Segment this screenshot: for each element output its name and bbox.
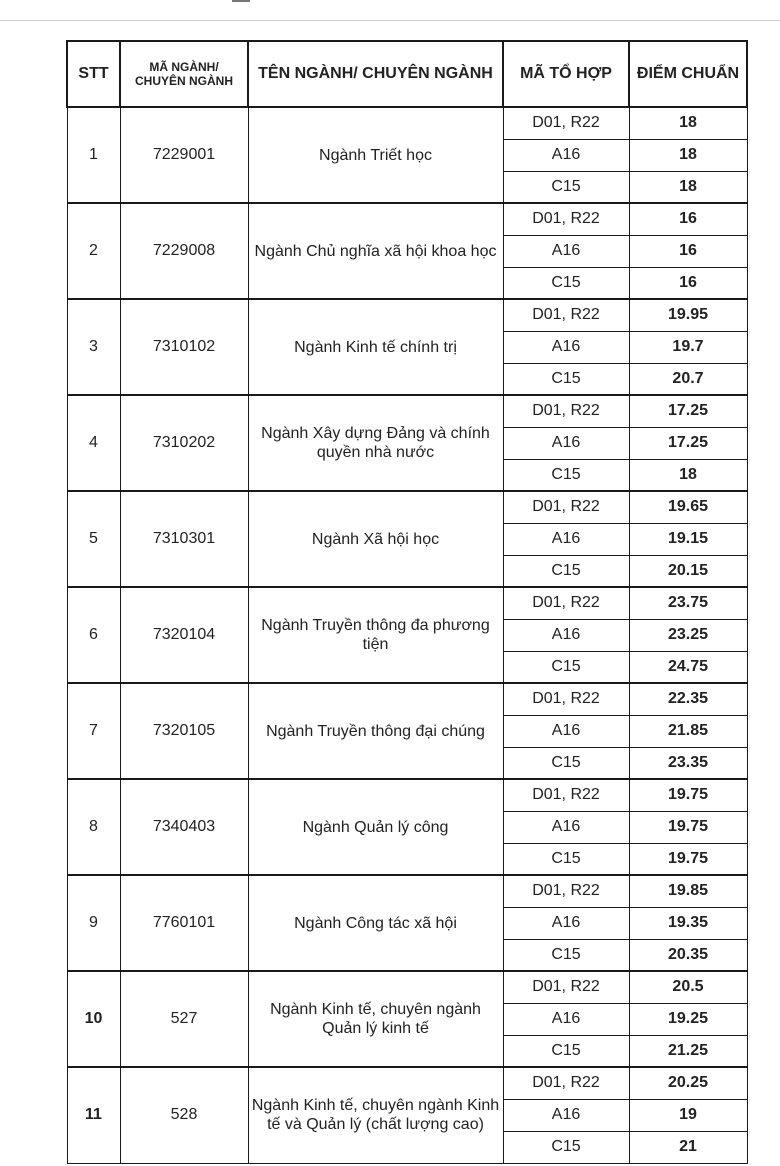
cell-stt: 10 — [67, 971, 120, 1067]
table-row — [67, 587, 747, 619]
cell-score: 17.25 — [629, 427, 747, 459]
cell-combo: C15 — [503, 843, 629, 875]
admission-scores-table — [66, 40, 748, 1164]
cell-combo: D01, R22 — [503, 491, 629, 523]
header-score: ĐIỂM CHUẨN — [629, 41, 747, 107]
cell-score: 19 — [629, 1099, 747, 1131]
cell-major-code: 7340403 — [120, 779, 248, 875]
cell-combo: C15 — [503, 459, 629, 491]
cell-combo: A16 — [503, 331, 629, 363]
cell-combo: D01, R22 — [503, 683, 629, 715]
cell-major-code: 7229001 — [120, 107, 248, 203]
cell-combo: A16 — [503, 811, 629, 843]
cell-stt: 6 — [67, 587, 120, 683]
cell-combo: C15 — [503, 363, 629, 395]
cell-score: 19.35 — [629, 907, 747, 939]
table-row — [67, 395, 747, 427]
cell-major-code: 7320105 — [120, 683, 248, 779]
cell-major-code: 7310202 — [120, 395, 248, 491]
cell-combo: A16 — [503, 427, 629, 459]
cell-combo: D01, R22 — [503, 203, 629, 235]
cell-combo: D01, R22 — [503, 587, 629, 619]
table-body — [67, 107, 747, 1163]
header-code: MÃ NGÀNH/ CHUYÊN NGÀNH — [120, 41, 248, 107]
cell-score: 22.35 — [629, 683, 747, 715]
cell-stt: 11 — [67, 1067, 120, 1163]
cell-combo: C15 — [503, 939, 629, 971]
cell-combo: C15 — [503, 1035, 629, 1067]
cell-major-name: Ngành Truyền thông đại chúng — [248, 683, 503, 779]
header-combo: MÃ TỔ HỢP — [503, 41, 629, 107]
cell-score: 19.7 — [629, 331, 747, 363]
table-row — [67, 1067, 747, 1099]
cell-major-name: Ngành Quản lý công — [248, 779, 503, 875]
cell-combo: D01, R22 — [503, 779, 629, 811]
cell-major-name: Ngành Xây dựng Đảng và chính quyền nhà nước — [248, 395, 503, 491]
cell-score: 18 — [629, 171, 747, 203]
cell-combo: A16 — [503, 139, 629, 171]
cell-major-code: 7320104 — [120, 587, 248, 683]
cell-score: 16 — [629, 267, 747, 299]
cell-stt: 9 — [67, 875, 120, 971]
cell-score: 21 — [629, 1131, 747, 1163]
cell-score: 16 — [629, 235, 747, 267]
cell-combo: D01, R22 — [503, 299, 629, 331]
cell-combo: A16 — [503, 619, 629, 651]
cell-major-code: 7760101 — [120, 875, 248, 971]
cell-major-code: 7229008 — [120, 203, 248, 299]
cell-score: 20.7 — [629, 363, 747, 395]
cell-major-name: Ngành Triết học — [248, 107, 503, 203]
cell-score: 20.35 — [629, 939, 747, 971]
cell-major-name: Ngành Chủ nghĩa xã hội khoa học — [248, 203, 503, 299]
cell-score: 23.35 — [629, 747, 747, 779]
cell-combo: A16 — [503, 235, 629, 267]
cell-score: 18 — [629, 107, 747, 139]
table-row — [67, 107, 747, 139]
cell-score: 21.25 — [629, 1035, 747, 1067]
top-bar — [0, 0, 780, 21]
cell-major-name: Ngành Truyền thông đa phương tiện — [248, 587, 503, 683]
cell-combo: A16 — [503, 1003, 629, 1035]
cell-score: 19.75 — [629, 843, 747, 875]
cell-major-name: Ngành Công tác xã hội — [248, 875, 503, 971]
cell-score: 18 — [629, 139, 747, 171]
cell-score: 16 — [629, 203, 747, 235]
cell-score: 19.85 — [629, 875, 747, 907]
cell-major-code: 528 — [120, 1067, 248, 1163]
cell-score: 19.15 — [629, 523, 747, 555]
cell-score: 23.25 — [629, 619, 747, 651]
cell-combo: D01, R22 — [503, 875, 629, 907]
table-row — [67, 683, 747, 715]
cell-stt: 4 — [67, 395, 120, 491]
cell-score: 24.75 — [629, 651, 747, 683]
cell-stt: 8 — [67, 779, 120, 875]
cell-score: 21.85 — [629, 715, 747, 747]
cell-combo: D01, R22 — [503, 107, 629, 139]
cell-score: 19.95 — [629, 299, 747, 331]
table-row — [67, 299, 747, 331]
cell-stt: 5 — [67, 491, 120, 587]
cell-major-name: Ngành Kinh tế, chuyên ngành Kinh tế và Quản lý (chất lượng cao) — [248, 1067, 503, 1163]
cell-major-name: Ngành Kinh tế, chuyên ngành Quản lý kinh tế — [248, 971, 503, 1067]
cell-combo: D01, R22 — [503, 395, 629, 427]
header-row — [67, 41, 747, 107]
cell-major-name: Ngành Kinh tế chính trị — [248, 299, 503, 395]
cell-combo: A16 — [503, 715, 629, 747]
cell-combo: C15 — [503, 171, 629, 203]
cell-combo: C15 — [503, 555, 629, 587]
table-row — [67, 875, 747, 907]
cell-combo: A16 — [503, 1099, 629, 1131]
cell-stt: 2 — [67, 203, 120, 299]
cell-combo: A16 — [503, 523, 629, 555]
cell-major-code: 7310102 — [120, 299, 248, 395]
cell-combo: C15 — [503, 1131, 629, 1163]
cell-stt: 3 — [67, 299, 120, 395]
cell-combo: C15 — [503, 651, 629, 683]
cell-score: 19.25 — [629, 1003, 747, 1035]
cell-score: 19.65 — [629, 491, 747, 523]
cell-score: 20.25 — [629, 1067, 747, 1099]
cell-combo: C15 — [503, 267, 629, 299]
cell-combo: D01, R22 — [503, 971, 629, 1003]
cell-score: 18 — [629, 459, 747, 491]
cell-score: 19.75 — [629, 811, 747, 843]
header-name: TÊN NGÀNH/ CHUYÊN NGÀNH — [248, 41, 503, 107]
cell-combo: C15 — [503, 747, 629, 779]
cell-stt: 7 — [67, 683, 120, 779]
table-row — [67, 779, 747, 811]
cell-combo: D01, R22 — [503, 1067, 629, 1099]
cell-major-code: 7310301 — [120, 491, 248, 587]
cell-score: 19.75 — [629, 779, 747, 811]
table-row — [67, 491, 747, 523]
cell-stt: 1 — [67, 107, 120, 203]
toolbar-mark — [232, 0, 250, 2]
cell-major-name: Ngành Xã hội học — [248, 491, 503, 587]
cell-score: 20.15 — [629, 555, 747, 587]
table-row — [67, 203, 747, 235]
cell-major-code: 527 — [120, 971, 248, 1067]
table-row — [67, 971, 747, 1003]
header-stt: STT — [67, 41, 120, 107]
cell-score: 20.5 — [629, 971, 747, 1003]
cell-score: 17.25 — [629, 395, 747, 427]
cell-combo: A16 — [503, 907, 629, 939]
cell-score: 23.75 — [629, 587, 747, 619]
